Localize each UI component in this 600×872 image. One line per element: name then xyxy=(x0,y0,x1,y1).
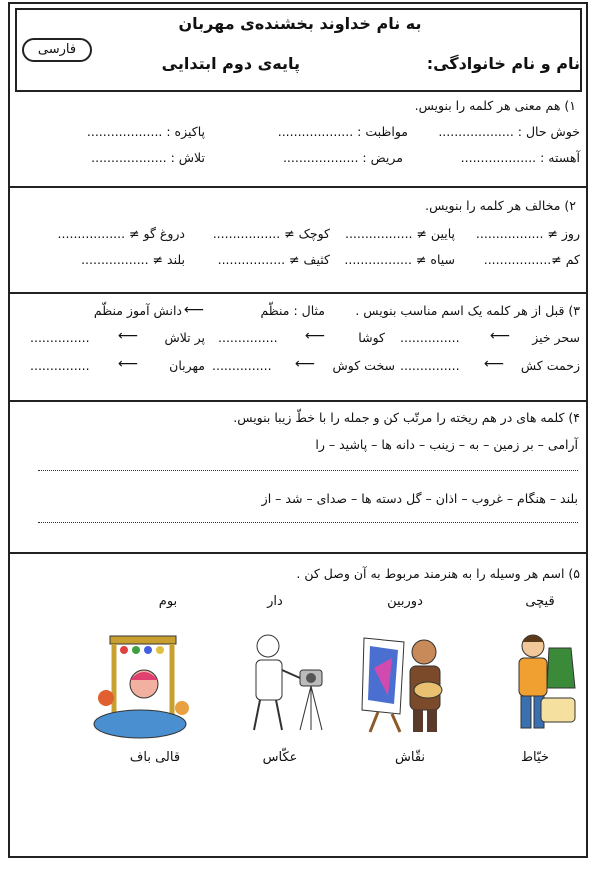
s3-word: پر تلاش xyxy=(164,330,205,345)
tailor-illustration xyxy=(505,628,585,738)
s4-line2: بلند – هنگام – غروب – اذان – گل دسته ها – صدای – شد – از xyxy=(261,491,578,506)
subject-badge: فارسی xyxy=(22,38,92,62)
s3-blank: ............... xyxy=(400,330,460,345)
s2-item: دروغ گو ≠ ................. xyxy=(57,226,185,241)
s2-item: کثیف ≠ ................. xyxy=(217,252,330,267)
s2-item: بلند ≠ ................. xyxy=(81,252,185,267)
s3-word: سحر خیز xyxy=(532,330,580,345)
s3-blank: ............... xyxy=(218,330,278,345)
s1-item: خوش حال : ................... xyxy=(438,124,580,139)
arrow-icon: ⟵ xyxy=(184,302,205,318)
s2-item: روز ≠ ................. xyxy=(475,226,580,241)
s1-item: آهسته : ................... xyxy=(460,150,580,165)
arrow-icon: ⟵ xyxy=(118,356,139,372)
divider xyxy=(8,292,588,294)
artist-carpet-weaver: قالی باف xyxy=(129,750,181,765)
s5-question: ۵) اسم هر وسیله را به هنرمند مربوط به آن وصل کن . xyxy=(296,566,580,581)
answer-line[interactable] xyxy=(38,470,578,471)
s3-blank: ............... xyxy=(212,358,272,373)
s3-word: کوشا xyxy=(358,330,385,345)
s3-example-label: مثال : منظّم xyxy=(260,303,325,318)
arrow-icon: ⟵ xyxy=(305,328,326,344)
s3-word: سخت کوش xyxy=(332,358,395,373)
s1-question: ۱) هم معنی هر کلمه را بنویس. xyxy=(414,98,576,113)
divider xyxy=(8,400,588,402)
s3-blank: ............... xyxy=(400,358,460,373)
answer-line[interactable] xyxy=(38,522,578,523)
grade-label: پایه‌ی دوم ابتدایی xyxy=(161,54,300,73)
artist-photographer: عکّاس xyxy=(262,750,298,765)
name-field-label: نام و نام خانوادگی: xyxy=(426,54,580,73)
tool-scissors: قیچی xyxy=(525,594,555,609)
s3-example-result: دانش آموز منظّم xyxy=(93,303,182,318)
s4-line1: آرامی – بر زمین – به – زینب – دانه ها – پاشید – را xyxy=(315,437,578,452)
artist-tailor: خیّاط xyxy=(521,750,549,765)
s2-item: سیاه ≠ ................. xyxy=(344,252,455,267)
s4-question: ۴) کلمه های در هم ریخته را مرتّب کن و جمله را با خطّ زیبا بنویس. xyxy=(233,410,580,425)
s2-question: ۲) مخالف هر کلمه را بنویس. xyxy=(425,198,576,213)
s1-item: مریض : ................... xyxy=(282,150,403,165)
s1-item: مواظبت : ................... xyxy=(277,124,408,139)
s1-item: تلاش : ................... xyxy=(91,150,205,165)
arrow-icon: ⟵ xyxy=(490,328,511,344)
photographer-illustration xyxy=(238,630,328,738)
divider xyxy=(8,186,588,188)
s1-item: پاکیزه : ................... xyxy=(86,124,205,139)
s2-item: کوچک ≠ ................. xyxy=(212,226,330,241)
arrow-icon: ⟵ xyxy=(295,356,316,372)
artist-painter: نقّاش xyxy=(394,750,426,765)
s2-item: پایین ≠ ................. xyxy=(344,226,455,241)
arrow-icon: ⟵ xyxy=(118,328,139,344)
tool-canvas: بوم xyxy=(158,594,178,609)
s3-word: مهربان xyxy=(169,358,205,373)
carpet-weaver-illustration xyxy=(90,628,190,740)
s3-question: ۳) قبل از هر کلمه یک اسم مناسب بنویس . xyxy=(355,303,580,318)
arrow-icon: ⟵ xyxy=(484,356,505,372)
header-title: به نام خداوند بخشنده‌ی مهربان xyxy=(178,14,422,33)
painter-illustration xyxy=(358,628,448,738)
divider xyxy=(8,552,588,554)
s3-blank: ............... xyxy=(30,358,90,373)
s3-word: زحمت کش xyxy=(520,358,580,373)
s3-blank: ............... xyxy=(30,330,90,345)
tool-loom: دار xyxy=(267,594,283,609)
s2-item: کم ≠................. xyxy=(483,252,580,267)
tool-camera: دوربین xyxy=(387,594,423,609)
